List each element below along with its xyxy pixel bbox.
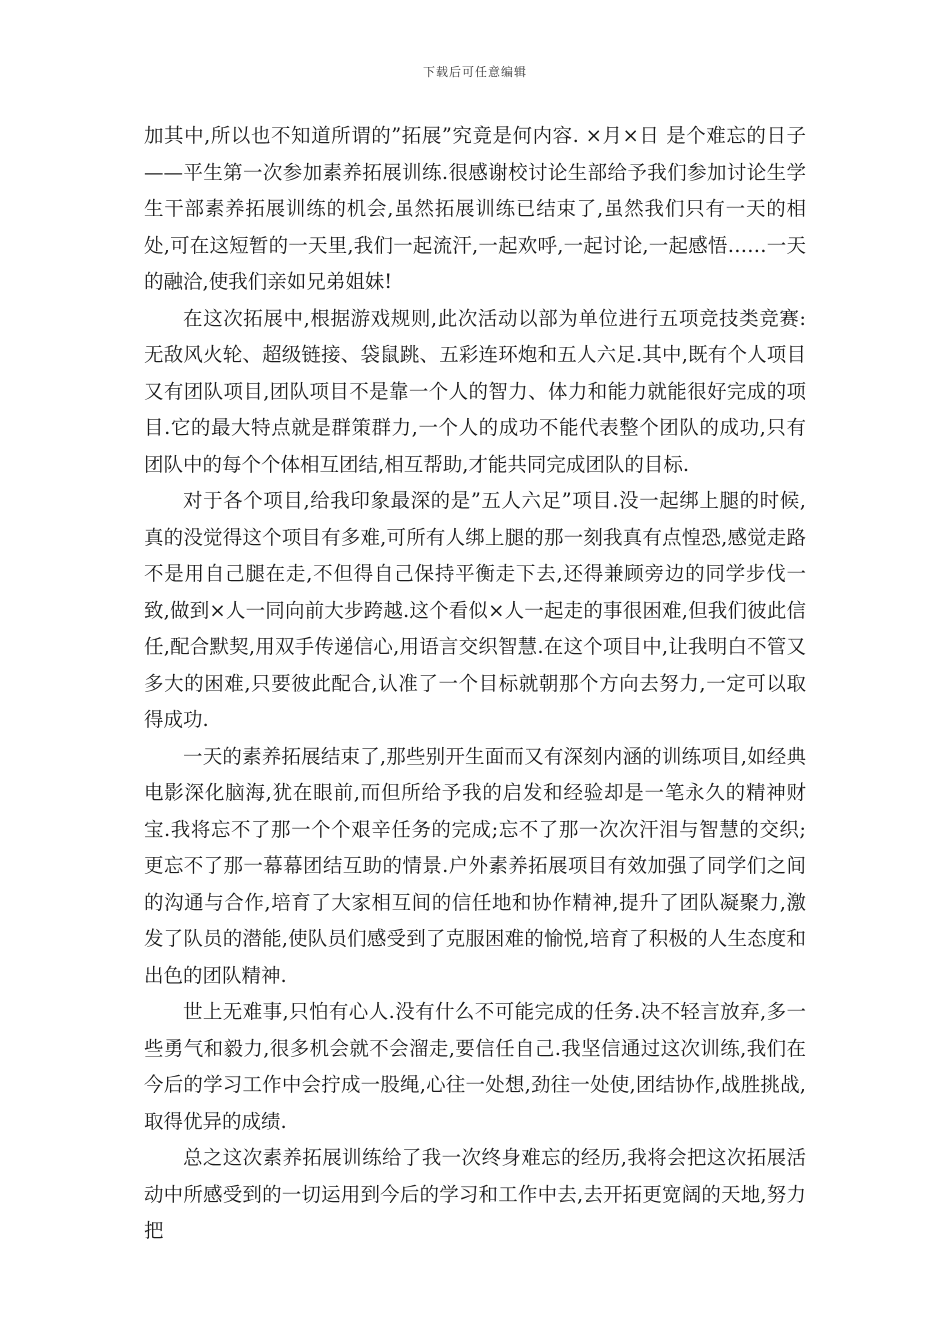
paragraph-continued: 加其中,所以也不知道所谓的”拓展”究竟是何内容. ×月×日 是个难忘的日子——平生第一次参加素养拓展训练.很感谢校讨论生部给予我们参加讨论生学生干部素养拓展训练的机会,虽然拓展训练已结束了,虽然我们只有一天的相处,可在这短暂的一天里,我们一起流汗,一起欢呼,一起讨论,一起感悟……一天的融洽,使我们亲如兄弟姐妹! xyxy=(144,124,806,293)
paragraph: 一天的素养拓展结束了,那些别开生面而又有深刻内涵的训练项目,如经典电影深化脑海,犹在眼前,而但所给予我的启发和经验却是一笔永久的精神财宝.我将忘不了那一个个艰辛任务的完成;忘不了那一次次汗泪与智慧的交织;更忘不了那一幕幕团结互助的情景.户外素养拓展项目有效加强了同学们之间的沟通与合作,培育了大家相互间的信任地和协作精神,提升了团队凝聚力,激发了队员的潜能,使队员们感受到了克服困难的愉悦,培育了积极的人生态度和出色的团队精神. xyxy=(144,744,806,987)
paragraph: 对于各个项目,给我印象最深的是”五人六足”项目.没一起绑上腿的时候,真的没觉得这个项目有多难,可所有人绑上腿的那一刻我真有点惶恐,感觉走路不是用自己腿在走,不但得自己保持平衡走下去,还得兼顾旁边的同学步伐一致,做到×人一同向前大步跨越.这个看似×人一起走的事很困难,但我们彼此信任,配合默契,用双手传递信心,用语言交织智慧.在这个项目中,让我明白不管又多大的困难,只要彼此配合,认准了一个目标就朝那个方向去努力,一定可以取得成功. xyxy=(144,489,806,731)
page-header: 下载后可任意编辑 xyxy=(422,65,527,79)
paragraph: 总之这次素养拓展训练给了我一次终身难忘的经历,我将会把这次拓展活动中所感受到的一切运用到今后的学习和工作中去,去开拓更宽阔的天地,努力把 xyxy=(144,1146,806,1242)
paragraph: 在这次拓展中,根据游戏规则,此次活动以部为单位进行五项竞技类竞赛:无敌风火轮、超级链接、袋鼠跳、五彩连环炮和五人六足.其中,既有个人项目又有团队项目,团队项目不是靠一个人的智力、体力和能力就能很好完成的项目.它的最大特点就是群策群力,一个人的成功不能代表整个团队的成功,只有团队中的每个个体相互团结,相互帮助,才能共同完成团队的目标. xyxy=(144,306,806,476)
document-body xyxy=(144,118,806,1250)
paragraph: 世上无难事,只怕有心人.没有什么不可能完成的任务.决不轻言放弃,多一些勇气和毅力,很多机会就不会溜走,要信任自己.我坚信通过这次训练,我们在今后的学习工作中会拧成一股绳,心往一处想,劲往一处使,团结协作,战胜挑战,取得优异的成绩. xyxy=(144,1000,806,1133)
